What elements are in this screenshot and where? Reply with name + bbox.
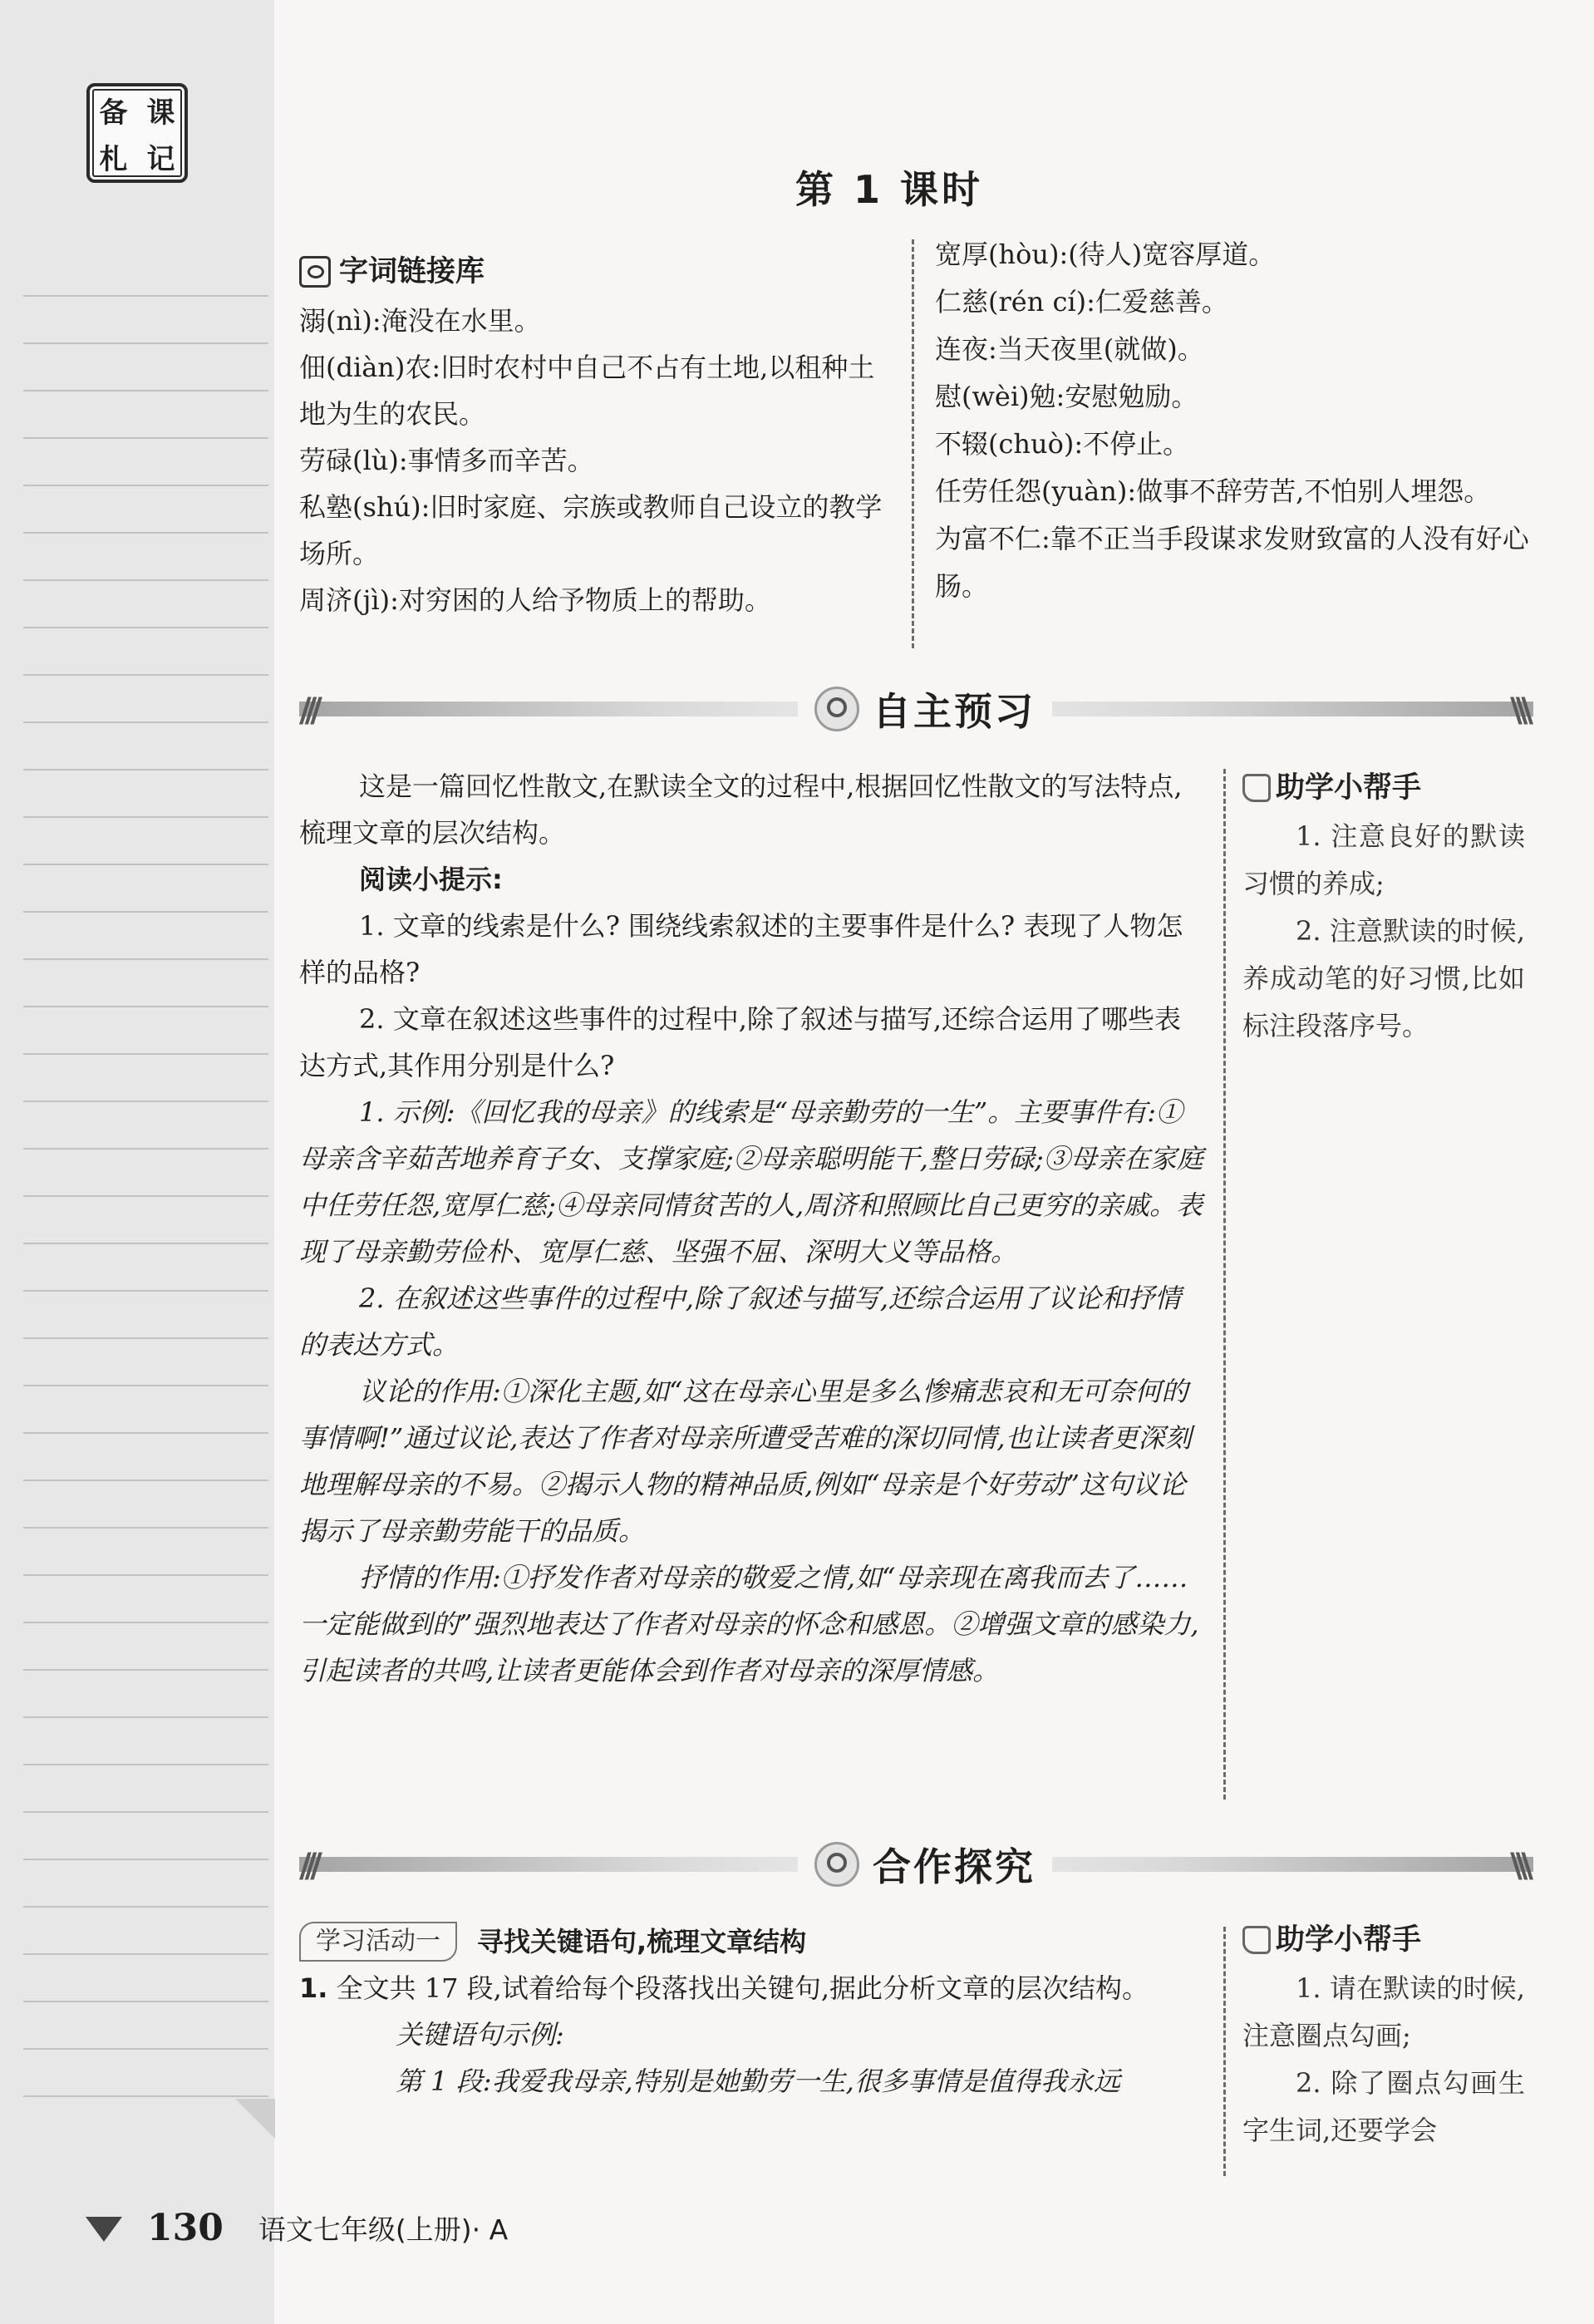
helper-item: 2. 注意默读的时候,养成动笔的好习惯,比如标注段落序号。 [1242, 915, 1525, 1041]
vocab-entry: 为富不仁:靠不正当手段谋求发财致富的人没有好心肠。 [935, 523, 1529, 602]
vocab-heading-label: 字词链接库 [339, 255, 485, 288]
stamp-char: 记 [146, 142, 175, 176]
lesson-notes-stamp [86, 83, 188, 183]
page-corner-icon [79, 2212, 129, 2245]
activity-header [299, 1918, 1205, 1965]
question-number: 1. [299, 1972, 328, 2004]
section-title: 自主预习 [873, 689, 1036, 734]
thumbs-up-icon [1242, 774, 1271, 802]
stamp-char: 课 [146, 96, 175, 130]
notes-margin [0, 0, 274, 2324]
helper-item: 2. 除了圈点勾画生字生词,还要学会 [1242, 2067, 1525, 2146]
banner-slash-icon: \\\ [1510, 692, 1527, 730]
corner-triangle-icon [235, 2099, 275, 2139]
helper-item: 1. 注意良好的默读习惯的养成; [1242, 820, 1525, 899]
banner-center [798, 680, 1052, 738]
helper-title: 助学小帮手 [1276, 1923, 1422, 1957]
vocab-entry: 宽厚(hòu):(待人)宽容厚道。 [935, 239, 1276, 270]
handwritten-answer: 抒情的作用:①抒发作者对母亲的敬爱之情,如“母亲现在离我而去了……一定能做到的”强烈地表达了作者对母亲的怀念和感恩。②增强文章的感染力,引起读者的共鸣,让读者更能体会到作者对母亲的深厚情感。 [299, 1562, 1199, 1686]
section-banner-preview [299, 680, 1533, 738]
magnifier-icon [814, 687, 859, 731]
activity-title: 寻找关键语句,梳理文章结构 [477, 1926, 807, 1957]
question [299, 1965, 1205, 2011]
preview-intro: 这是一篇回忆性散文,在默读全文的过程中,根据回忆性散文的写法特点,梳理文章的层次结构。 [299, 771, 1183, 849]
example-label: 关键语句示例: [396, 2019, 564, 2051]
handwritten-answer: 议论的作用:①深化主题,如“这在母亲心里是多么惨痛悲哀和无可奈何的事情啊!”通过议论,表达了作者对母亲所遭受苦难的深切同情,也让读者更深刻地理解母亲的不易。②揭示人物的精神品质,例如“母亲是个好劳动”这句议论揭示了母亲勤劳能干的品质。 [299, 1376, 1192, 1547]
handwritten-answer: 2. 在叙述这些事件的过程中,除了叙述与描写,还综合运用了议论和抒情的表达方式。 [299, 1283, 1182, 1361]
example-line: 第 1 段:我爱我母亲,特别是她勤劳一生,很多事情是值得我永远 [396, 2066, 1120, 2097]
helper-divider [1223, 1927, 1226, 2176]
helper-box [1242, 763, 1525, 1050]
vocab-entry: 连夜:当天夜里(就做)。 [935, 333, 1204, 365]
helper-title: 助学小帮手 [1276, 771, 1422, 805]
vocab-entry: 仁慈(rén cí):仁爱慈善。 [935, 286, 1228, 318]
vocab-left-column [299, 246, 898, 623]
banner-slash-icon: /// [299, 1847, 316, 1885]
activity-tag: 学习活动一 [299, 1922, 457, 1962]
handwritten-answer: 1. 示例:《回忆我的母亲》的线索是“母亲勤劳的一生”。主要事件有:①母亲含辛茹苦地养育子女、支撑家庭;②母亲聪明能干,整日劳碌;③母亲在家庭中任劳任怨,宽厚仁慈;④母亲同情贫苦的人,周济和照顾比自己更穷的亲戚。表现了母亲勤劳俭朴、宽厚仁慈、坚强不屈、深明大义等品格。 [299, 1096, 1203, 1268]
helper-heading [1242, 1915, 1525, 1965]
question-text: 全文共 17 段,试着给每个段落找出关键句,据此分析文章的层次结构。 [336, 1972, 1149, 2004]
vocab-entry: 不辍(chuò):不停止。 [935, 428, 1190, 460]
vocab-book-icon [299, 256, 331, 288]
stamp-char: 备 [99, 96, 128, 130]
banner-slash-icon: \\\ [1510, 1847, 1527, 1885]
vocab-divider [912, 239, 914, 648]
vocab-heading [299, 246, 898, 298]
banner-center [798, 1835, 1052, 1893]
helper-item: 1. 请在默读的时候,注意圈点勾画; [1242, 1972, 1525, 2051]
reading-tip: 2. 文章在叙述这些事件的过程中,除了叙述与描写,还综合运用了哪些表达方式,其作用分别是什么? [299, 1003, 1182, 1081]
explore-body [299, 1918, 1205, 2105]
vocab-entry: 周济(jì):对穷困的人给予物质上的帮助。 [299, 584, 771, 616]
vocab-right-column [935, 231, 1533, 610]
notes-ruled-lines [23, 249, 268, 2120]
stamp-char: 札 [99, 142, 128, 176]
helper-divider [1223, 769, 1226, 1800]
book-title: 语文七年级(上册)· A [258, 2213, 509, 2246]
preview-body [299, 763, 1205, 1694]
reading-tip-label: 阅读小提示: [359, 864, 503, 895]
vocab-entry: 任劳任怨(yuàn):做事不辞劳苦,不怕别人埋怨。 [935, 475, 1491, 507]
lesson-title: 第 1 课时 [795, 167, 984, 212]
helper-box [1242, 1915, 1525, 2154]
section-title: 合作探究 [873, 1844, 1036, 1889]
helper-heading [1242, 763, 1525, 813]
vocab-entry: 劳碌(lù):事情多而辛苦。 [299, 445, 594, 476]
section-banner-explore [299, 1835, 1533, 1893]
vocab-entry: 私塾(shú):旧时家庭、宗族或教师自己设立的教学场所。 [299, 491, 883, 569]
vocab-entry: 慰(wèi)勉:安慰勉励。 [935, 381, 1198, 412]
vocab-entry: 佃(diàn)农:旧时农村中自己不占有土地,以租种土地为生的农民。 [299, 352, 875, 430]
magnifier-icon [814, 1842, 859, 1887]
vocab-entry: 溺(nì):淹没在水里。 [299, 305, 541, 337]
page-number: 130 [147, 2207, 224, 2249]
page-footer [79, 2207, 508, 2249]
banner-slash-icon: /// [299, 692, 316, 730]
reading-tip: 1. 文章的线索是什么? 围绕线索叙述的主要事件是什么? 表现了人物怎样的品格? [299, 910, 1183, 988]
thumbs-up-icon [1242, 1926, 1271, 1954]
